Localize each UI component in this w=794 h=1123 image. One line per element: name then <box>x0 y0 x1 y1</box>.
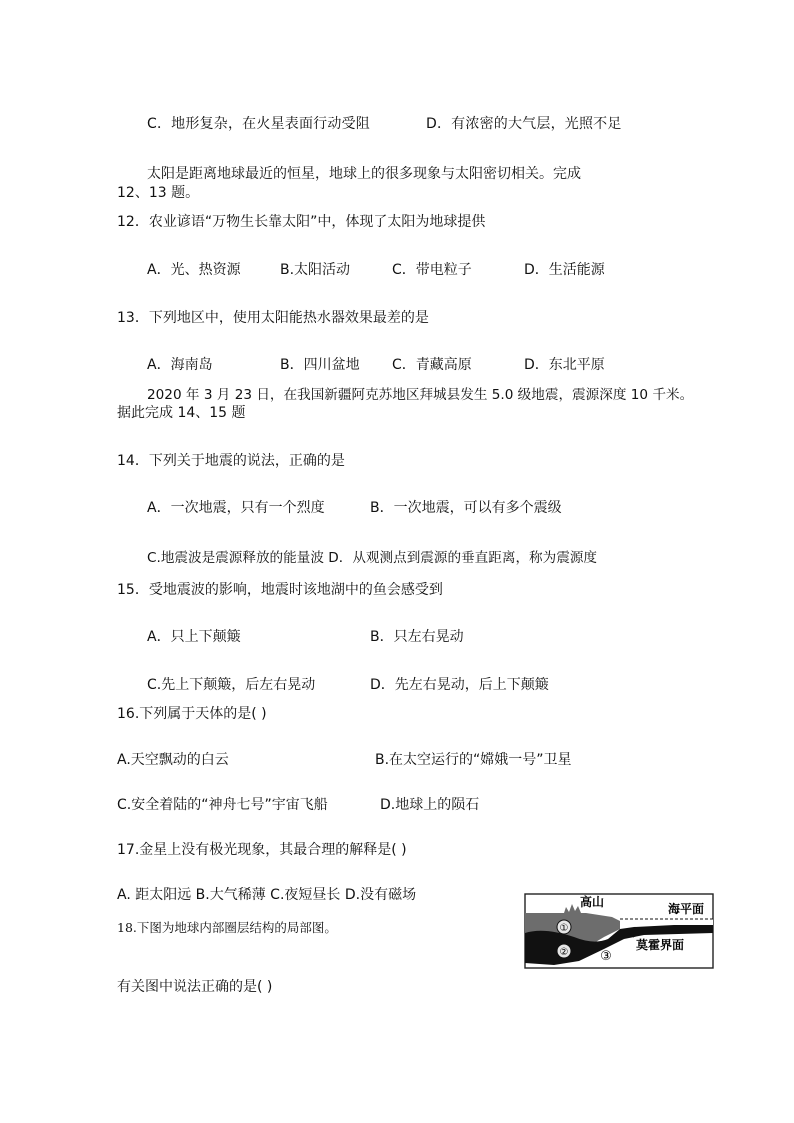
question-14: 14．下列关于地震的说法，正确的是 <box>117 453 345 469</box>
intro-earthquake-line2: 据此完成 14、15 题 <box>117 405 246 421</box>
question-17: 17.金星上没有极光现象，其最合理的解释是( ) <box>117 842 407 858</box>
question-18: 18.下图为地球内部圈层结构的局部图。 <box>117 920 337 935</box>
q12-option-c: C．带电粒子 <box>392 262 472 278</box>
q11-option-d: D．有浓密的大气层，光照不足 <box>426 116 622 132</box>
label-mountain: 高山 <box>580 895 605 909</box>
intro-earthquake-line1: 2020 年 3 月 23 日，在我国新疆阿克苏地区拜城县发生 5.0 级地震，震源深度 10 千米。 <box>147 387 694 403</box>
q12-option-d: D．生活能源 <box>524 262 605 278</box>
q16-option-c: C.安全着陆的“神舟七号”宇宙飞船 <box>117 797 328 813</box>
question-13: 13．下列地区中，使用太阳能热水器效果最差的是 <box>117 310 429 326</box>
q17-options: A. 距太阳远 B.大气稀薄 C.夜短昼长 D.没有磁场 <box>117 887 417 903</box>
q13-option-a: A．海南岛 <box>147 357 213 373</box>
label-3: ③ <box>600 949 612 964</box>
question-18-prompt: 有关图中说法正确的是( ) <box>117 979 273 995</box>
sea-layer <box>620 919 713 925</box>
q15-option-d: D．先左右晃动，后上下颠簸 <box>370 677 549 693</box>
intro-sun-line2: 12、13 题。 <box>117 185 200 201</box>
label-2: ② <box>559 947 569 958</box>
q14-option-a: A．一次地震，只有一个烈度 <box>147 500 325 516</box>
q14-option-b: B．一次地震，可以有多个震级 <box>370 500 562 516</box>
q15-option-c: C.先上下颠簸，后左右晃动 <box>147 677 316 693</box>
question-15: 15．受地震波的影响，地震时该地湖中的鱼会感受到 <box>117 582 443 598</box>
q12-option-b: B.太阳活动 <box>280 262 351 278</box>
question-16: 16.下列属于天体的是( ) <box>117 706 267 722</box>
q13-option-c: C．青藏高原 <box>392 357 472 373</box>
q13-option-b: B．四川盆地 <box>280 357 360 373</box>
label-sea-level: 海平面 <box>668 902 705 916</box>
label-1: ① <box>559 923 569 934</box>
intro-sun-line1: 太阳是距离地球最近的恒星，地球上的很多现象与太阳密切相关。完成 <box>147 166 581 182</box>
label-moho: 莫霍界面 <box>636 938 685 952</box>
q14-option-cd: C.地震波是震源释放的能量波 D．从观测点到震源的垂直距离，称为震源度 <box>147 550 598 566</box>
q11-option-c: C．地形复杂，在火星表面行动受阻 <box>147 116 370 132</box>
q12-option-a: A．光、热资源 <box>147 262 241 278</box>
q15-option-b: B．只左右晃动 <box>370 629 464 645</box>
q15-option-a: A．只上下颠簸 <box>147 629 241 645</box>
earth-interior-diagram <box>524 893 714 969</box>
q13-option-d: D．东北平原 <box>524 357 605 373</box>
q16-option-d: D.地球上的陨石 <box>380 797 480 813</box>
q16-option-a: A.天空飘动的白云 <box>117 752 229 768</box>
q16-option-b: B.在太空运行的“嫦娥一号”卫星 <box>375 752 572 768</box>
question-12: 12．农业谚语“万物生长靠太阳”中，体现了太阳为地球提供 <box>117 214 486 230</box>
